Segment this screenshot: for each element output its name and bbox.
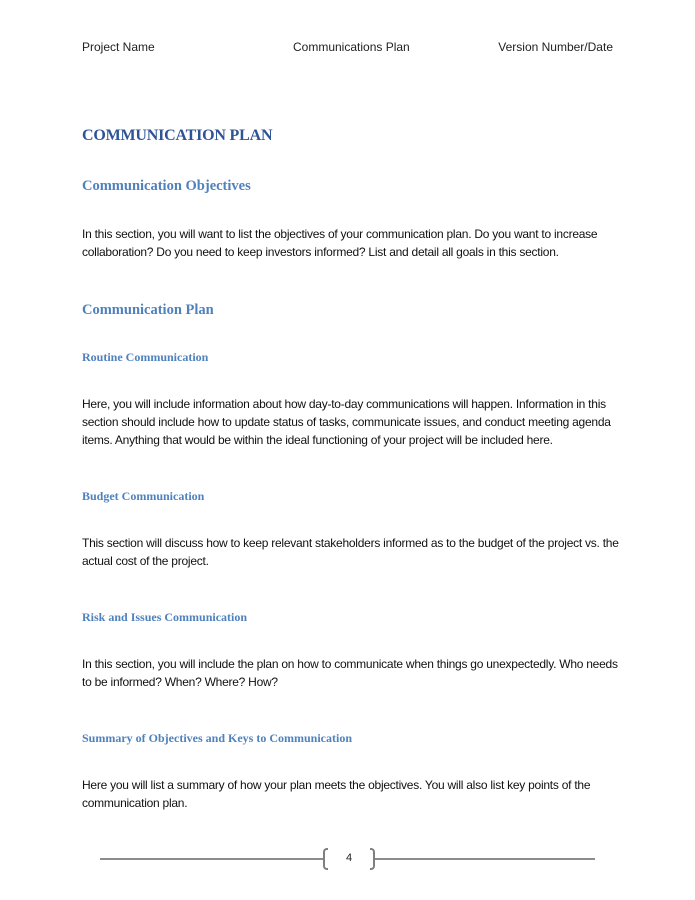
heading-risk-issues-communication: Risk and Issues Communication — [82, 610, 248, 624]
paragraph-objectives: In this section, you will want to list the objectives of your communication plan. Do you want to increase collaboration? Do you need to keep investors informed? List and detail all goals in this section. — [82, 227, 598, 259]
footer-rule-left — [100, 858, 324, 860]
paragraph-summary-objectives: Here you will list a summary of how your plan meets the objectives. You will also list key points of the communication plan. — [82, 778, 591, 810]
heading-communication-plan: Communication Plan — [82, 302, 214, 318]
header-document-title: Communications Plan — [293, 40, 410, 54]
page-footer — [100, 847, 595, 875]
paragraph-risk-issues-communication: In this section, you will include the plan on how to communicate when things go unexpectedly. Who needs to be informed? When? Where? How? — [82, 657, 618, 689]
heading-budget-communication: Budget Communication — [82, 489, 205, 503]
open-bracket-icon — [323, 848, 328, 870]
heading-routine-communication: Routine Communication — [82, 350, 209, 364]
heading-communication-objectives: Communication Objectives — [82, 178, 251, 194]
heading-summary-objectives: Summary of Objectives and Keys to Communication — [82, 731, 352, 745]
paragraph-routine-communication: Here, you will include information about how day-to-day communications will happen. Information in this section should include how to update status of tasks, communicate issues, and conduct meeting agenda items. Anything that would be within the ideal functioning of your project will be included here. — [82, 397, 611, 447]
page-number: 4 — [345, 852, 353, 864]
page-header — [82, 40, 613, 56]
header-project-name: Project Name — [82, 40, 155, 54]
header-version-date: Version Number/Date — [498, 40, 613, 54]
footer-rule-right — [375, 858, 595, 860]
page-title: COMMUNICATION PLAN — [82, 127, 273, 144]
paragraph-budget-communication: This section will discuss how to keep relevant stakeholders informed as to the budget of the project vs. the actual cost of the project. — [82, 536, 619, 568]
